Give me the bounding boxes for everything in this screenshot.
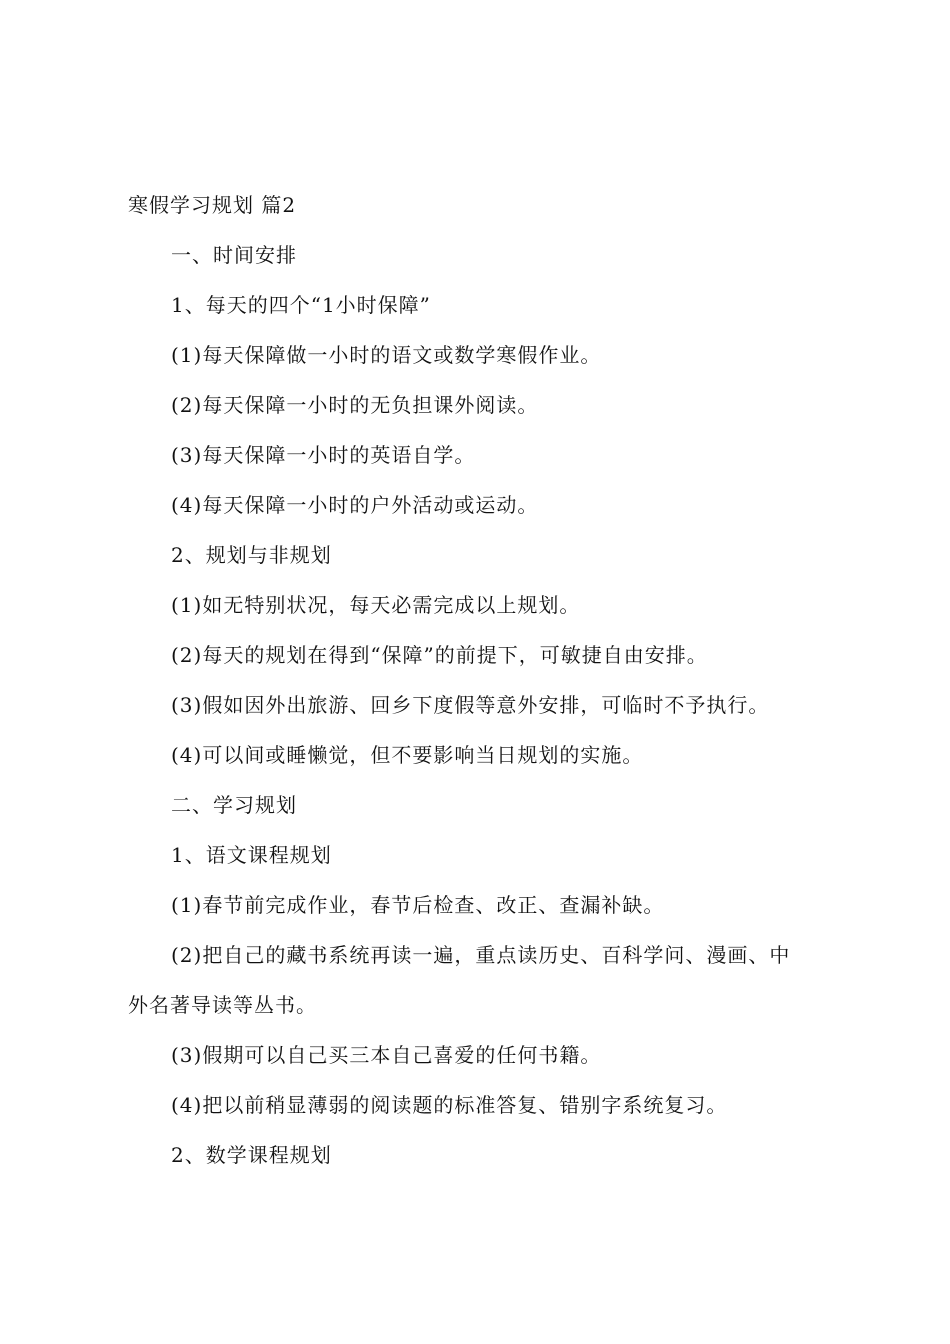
list-item: (4)可以间或睡懒觉，但不要影响当日规划的实施。 (171, 743, 644, 767)
list-item: (4)把以前稍显薄弱的阅读题的标准答复、错别字系统复习。 (171, 1093, 728, 1117)
list-item-wrapped-start: (2)把自己的藏书系统再读一遍，重点读历史、百科学问、漫画、中 (171, 943, 791, 967)
list-item: (1)每天保障做一小时的语文或数学寒假作业。 (171, 343, 602, 367)
subsection-heading: 2、数学课程规划 (171, 1143, 332, 1167)
list-item: (3)每天保障一小时的英语自学。 (171, 443, 476, 467)
subsection-heading: 1、语文课程规划 (171, 843, 332, 867)
section-heading-study: 二、学习规划 (171, 793, 297, 817)
list-item: (2)每天保障一小时的无负担课外阅读。 (171, 393, 539, 417)
list-item: (3)假如因外出旅游、回乡下度假等意外安排，可临时不予执行。 (171, 693, 770, 717)
subsection-heading: 2、规划与非规划 (171, 543, 332, 567)
list-item-wrapped-end: 外名著导读等丛书。 (128, 993, 317, 1017)
section-heading-time: 一、时间安排 (171, 243, 297, 267)
document-body (128, 190, 828, 1190)
list-item: (1)如无特别状况，每天必需完成以上规划。 (171, 593, 581, 617)
list-item: (1)春节前完成作业，春节后检查、改正、查漏补缺。 (171, 893, 665, 917)
list-item: (3)假期可以自己买三本自己喜爱的任何书籍。 (171, 1043, 602, 1067)
subsection-heading: 1、每天的四个“1小时保障” (171, 293, 431, 317)
list-item: (4)每天保障一小时的户外活动或运动。 (171, 493, 539, 517)
document-title: 寒假学习规划 篇2 (128, 193, 297, 217)
list-item: (2)每天的规划在得到“保障”的前提下，可敏捷自由安排。 (171, 643, 708, 667)
